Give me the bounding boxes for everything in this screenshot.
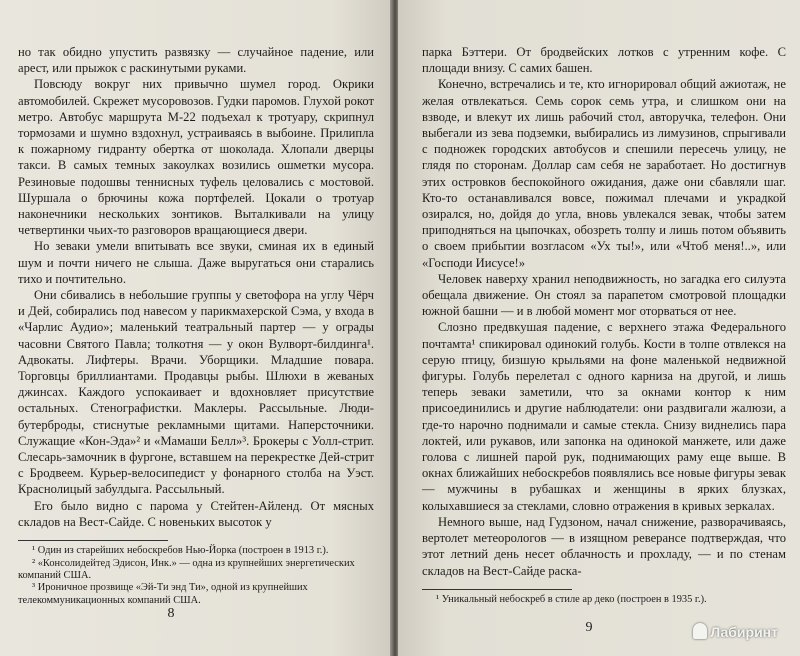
footnote-divider [422,589,572,590]
right-footnotes [422,594,786,606]
paragraph: Его было видно с парома у Стейтен-Айленд. От мясных складов на Вест-Сайде. С новеньких высоток у [18,498,374,529]
left-page [0,0,392,656]
footnote: ³ Ироничное прозвище «Эй-Ти энд Ти», одной из крупнейших телекоммуникационных компаний США. [18,582,308,606]
right-page-body [422,44,786,579]
paragraph: Немного выше, над Гудзоном, начал снижение, разворачиваясь, вертолет метеорологов — в изящном реверансе подтверждая, что этот летний день несет облачность и прохладу, — и по стенам складов на Вест-Сайде раска- [422,514,786,578]
paragraph: Конечно, встречались и те, кто игнорировал общий ажиотаж, не желая отвлекаться. Семь сорок семь утра, и слишком они на взводе, и влекут их лишь рабочий стол, авторучка, телефон. Они выбегали из зева подземки, выбирались из лимузинов, спрыгивали с подножек городских автобусов и спешили пересечь улицу, не глядя по сторонам. Доллар сам себя не заработает. Но достигнув этих островков беспокойного ожидания, даже они сбавляли шаг. Кто-то останавливался вовсе, пожимал плечами и украдкой озирался, но, дойдя до угла, вновь увлекался зевак, чтобы затем приподняться на цыпочках, обозреть толпу и лишь потом объявить о своем прибытии возгласом «Ух ты!», или «Чтоб меня!..», или «Господи Иисусе!» [422,77,786,270]
paragraph: Но зеваки умели впитывать все звуки, сминая их в единый шум и почти ничего не слыша. Даже выругаться они старались тихо и почтительно. [18,239,374,286]
right-page [398,0,800,656]
paragraph: но так обидно упустить развязку — случайное падение, или арест, или прыжок с раскинутыми руками. [18,45,374,76]
footnote: ¹ Уникальный небоскреб в стиле ар деко (построен в 1935 г.). [436,593,707,605]
labirint-logo-icon [693,623,707,639]
watermark-text: Лабиринт [710,624,778,640]
paragraph: Человек наверху хранил неподвижность, но загадка его силуэта обещала движение. Он стоял за парапетом смотровой площадки южной башни — и в любой момент мог оторваться от нее. [422,271,786,319]
footnote-divider [18,540,168,541]
paragraph: Они сбивались в небольшие группы у светофора на углу Чёрч и Дей, собирались под навесом у парикмахерской Сэма, у входа в «Чарлис Аудио»; маленький театральный партер — у ограды часовни Святого Павла; толкотня — у окон Вулворт-билдинга¹. Адвокаты. Лифтеры. Врачи. Уборщики. Младшие повара. Торговцы бриллиантами. Продавцы рыбы. Шлюхи в жеваных джинсах. Каждого успокаивает и вдохновляет присутствие остальных. Стенографистки. Маклеры. Рассыльные. Люди-бутерброды, стиснутые рекламными щитами. Наперсточники. Служащие «Кон-Эда»² и «Мамаши Белл»³. Брокеры с Уолл-стрит. Слесарь-замочник в фургоне, вставшем на перекрестке Дей-стрит с Бродвеем. Курьер-велосипедист у фонарного столба на Уэст. Краснолицый забулдыга. Рассыльный. [18,288,374,497]
page-number: 8 [167,606,175,621]
paragraph: Повсюду вокруг них привычно шумел город. Окрики автомобилей. Скрежет мусоровозов. Гудки паромов. Глухой рокот метро. Автобус маршрута М-22 подъехал к тротуару, скрипнул тормозами и шумно вздохнул, устраиваясь в выбоине. Прилипла к пожарному гидранту обертка от шоколада. Хлопали дверцы такси. В самых темных закоулках возились ошметки мусора. Резиновые подошвы теннисных туфель целовались с мостовой. Шуршала о брючины кожа портфелей. Цокали о тротуар наконечники нескольких зонтиков. Выталкивали на улицу четвертинки чьих-то разговоров вращающиеся двери. [18,77,374,238]
paragraph: парка Бэттери. От бродвейских лотков с утренним кофе. С площади внизу. С самих башен. [422,45,786,76]
footnote: ¹ Один из старейших небоскребов Нью-Йорка (построен в 1913 г.). [32,545,329,557]
left-page-body [18,44,374,530]
labirint-watermark [693,623,778,640]
left-footnotes [18,545,374,607]
page-number: 9 [585,620,593,635]
paragraph: Слозно предвкушая падение, с верхнего этажа Федерального почтамта¹ спикировал одинокий голубь. Кости в толпе отвлекся на серую птицу, бизшую крыльями на фоне маленькой недвижной фигуры. Голубь перелетал с одного карниза на другой, и лишь теперь зеваки заметили, что за окнами контор к ним присоединились и другие наблюдатели: они раздвигали жалюзи, а где-то нарочно поднимали и самые стекла. Снизу виднелись пара локтей, или рукавов, или запонка на одинокой манжете, или даже голова с лишней парой рук, поднимающих раму еще выше. В окнах ближайших небоскребов появлялись все новые фигуры зевак — мужчины в рубашках и женщины в ярких блузках, колыхавшиеся за стеклами, словно отражения в кривых зеркалах. [422,320,786,513]
footnote: ² «Консолидейтед Эдисон, Инк.» — одна из крупнейших энергетических компаний США. [18,557,355,581]
